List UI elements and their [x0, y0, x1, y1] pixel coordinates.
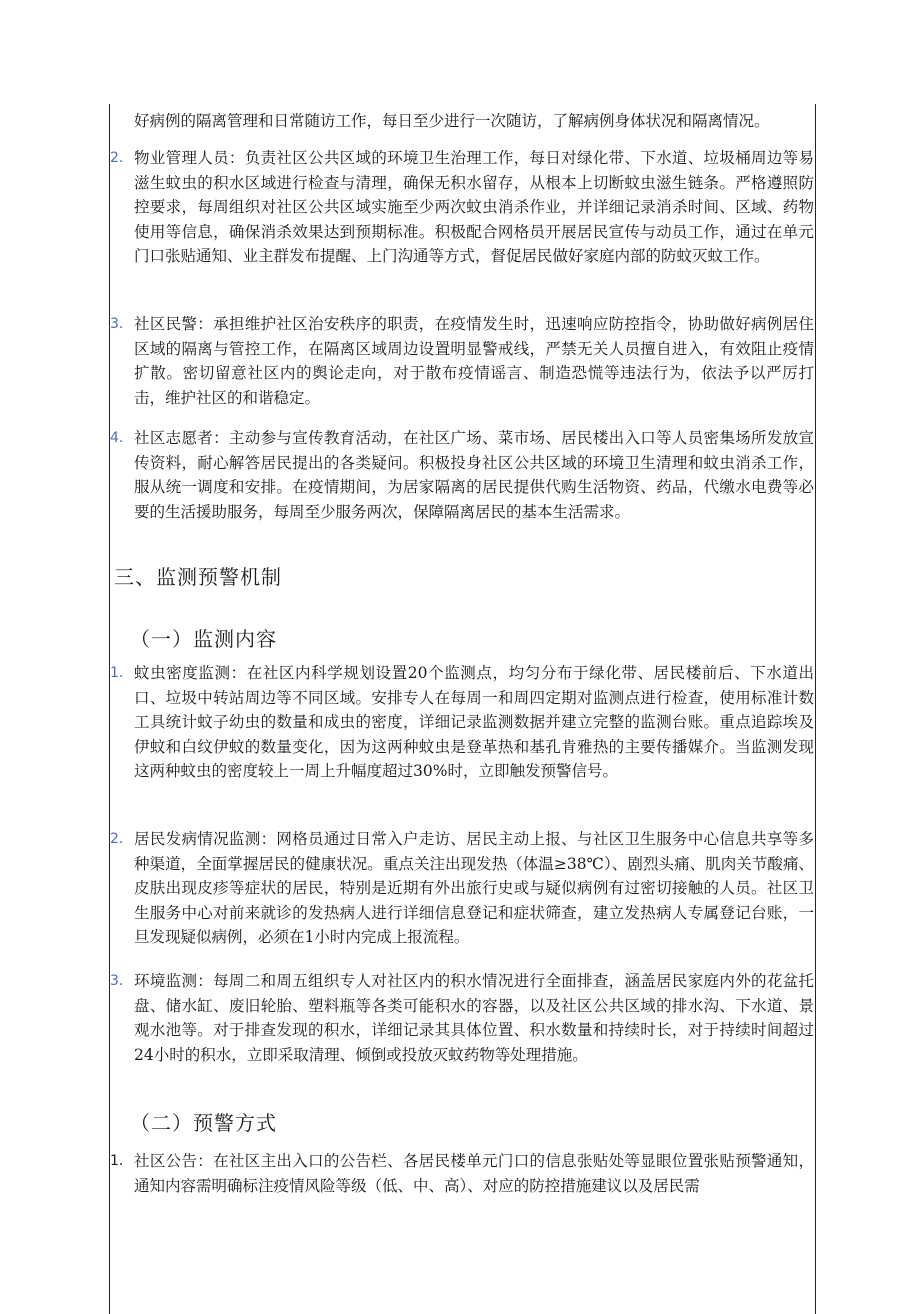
subsection-heading: （二）预警方式 — [130, 1111, 277, 1135]
item-number: 2． — [110, 150, 133, 166]
item-text: 社区民警：承担维护社区治安秩序的职责，在疫情发生时，迅速响应防控指令，协助做好病例居住区域的隔离与管控工作，在隔离区域周边设置明显警戒线，严禁无关人员擅自进入，有效阻止疫情扩散。密切留意社区内的舆论走向，对于散布疫情谣言、制造恐慌等违法行为，依法予以严厉打击，维护社区的和谐稳定。 — [134, 315, 814, 407]
list-item — [110, 426, 815, 526]
item-text: 蚊虫密度监测：在社区内科学规划设置20个监测点，均匀分布于绿化带、居民楼前后、下水道出口、垃圾中转站周边等不同区域。安排专人在每周一和周四定期对监测点进行检查，使用标准计数工具统计蚊子幼虫的数量和成虫的密度，详细记录监测数据并建立完整的监测台账。重点追踪埃及伊蚊和白纹伊蚊的数量变化，因为这两种蚊虫是登革热和基孔肯雅热的主要传播媒介。当监测发现这两种蚊虫的密度较上一周上升幅度超过30%时，立即触发预警信号。 — [134, 664, 814, 780]
list-item — [110, 827, 815, 952]
list-item — [110, 312, 815, 412]
list-item — [110, 969, 815, 1094]
item-text: 物业管理人员：负责社区公共区域的环境卫生治理工作，每日对绿化带、下水道、垃圾桶周边等易滋生蚊虫的积水区域进行检查与清理，确保无积水留存，从根本上切断蚊虫滋生链条。严格遵照防控要求，每周组织对社区公共区域实施至少两次蚊虫消杀作业，并详细记录消杀时间、区域、药物使用等信息，确保消杀效果达到预期标准。积极配合网格员开展居民宣传与动员工作，通过在单元门口张贴通知、业主群发布提醒、上门沟通等方式，督促居民做好家庭内部的防蚊灭蚊工作。 — [134, 149, 814, 265]
item-text: 社区公告：在社区主出入口的公告栏、各居民楼单元门口的信息张贴处等显眼位置张贴预警通知，通知内容需明确标注疫情风险等级（低、中、高）、对应的防控措施建议以及居民需 — [134, 1152, 814, 1195]
item-text: 社区志愿者：主动参与宣传教育活动，在社区广场、菜市场、居民楼出入口等人员密集场所发放宣传资料，耐心解答居民提出的各类疑问。积极投身社区公共区域的环境卫生清理和蚊虫消杀工作，服从统一调度和安排。在疫情期间，为居家隔离的居民提供代购生活物资、药品，代缴水电费等必要的生活援助服务，每周至少服务两次，保障隔离居民的基本生活需求。 — [134, 429, 814, 521]
item-text: 居民发病情况监测：网格员通过日常入户走访、居民主动上报、与社区卫生服务中心信息共享等多种渠道，全面掌握居民的健康状况。重点关注出现发热（体温≥38℃）、剧烈头痛、肌肉关节酸痛、皮肤出现皮疹等症状的居民，特别是近期有外出旅行史或与疑似病例有过密切接触的人员。社区卫生服务中心对前来就诊的发热病人进行详细信息登记和症状筛查，建立发热病人专属登记台账，一旦发现疑似病例，必须在1小时内完成上报流程。 — [134, 830, 814, 946]
section-heading: 三、监测预警机制 — [114, 565, 282, 589]
list-item — [110, 661, 815, 811]
subsection-heading: （一）监测内容 — [130, 627, 277, 651]
list-item — [110, 146, 815, 296]
item-text: 环境监测：每周二和周五组织专人对社区内的积水情况进行全面排查，涵盖居民家庭内外的花盆托盘、储水缸、废旧轮胎、塑料瓶等各类可能积水的容器，以及社区公共区域的排水沟、下水道、景观水池等。对于排查发现的积水，详细记录其具体位置、积水数量和持续时长，对于持续时间超过24小时的积水，立即采取清理、倾倒或投放灭蚊药物等处理措施。 — [134, 972, 814, 1064]
item-number: 1． — [110, 665, 133, 681]
item-number: 3． — [110, 316, 133, 332]
item-number: 3． — [110, 973, 133, 989]
paragraph-continuation: 好病例的隔离管理和日常随访工作，每日至少进行一次随访，了解病例身体状况和隔离情况。 — [134, 112, 770, 130]
list-item — [110, 1149, 815, 1209]
item-number: 1． — [110, 1153, 133, 1169]
item-number: 2． — [110, 831, 133, 847]
document-frame — [109, 104, 816, 1314]
item-number: 4． — [110, 430, 133, 446]
